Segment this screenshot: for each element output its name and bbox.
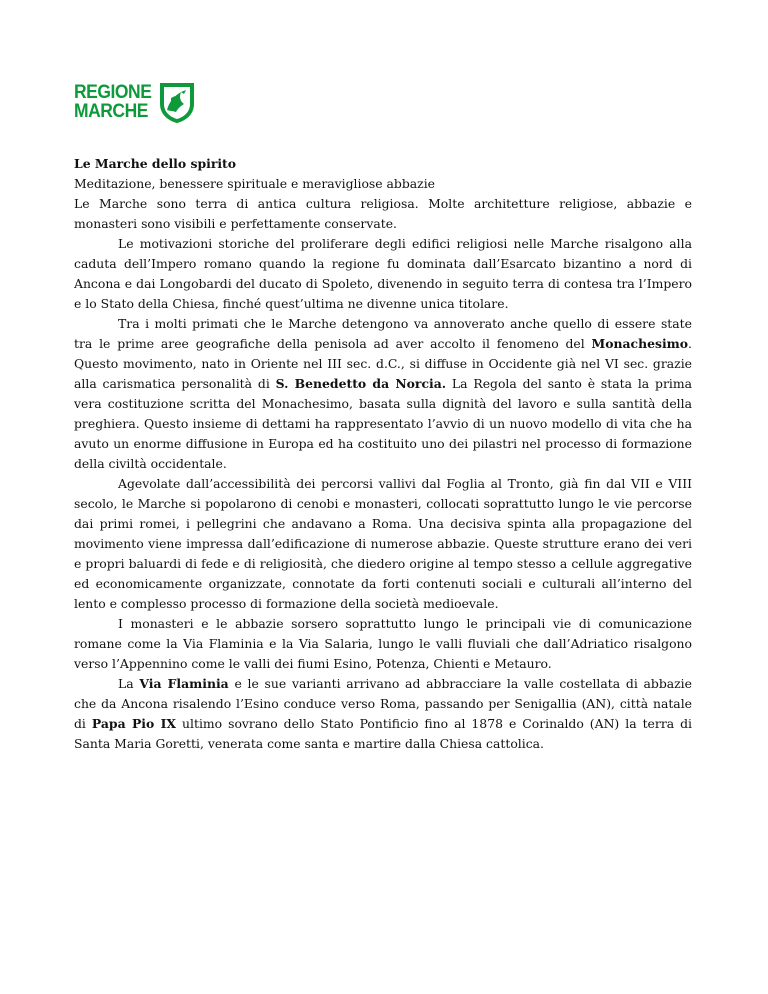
paragraph-6-bold-via-flaminia: Via Flaminia bbox=[139, 676, 229, 691]
paragraph-4: Agevolate dall’accessibilità dei percorsi vallivi dal Foglia al Tronto, già fin dal VII e VIII secolo, le Marche si popolarono di cenobi e monasteri, collocati soprattutto lungo le vie percorse dai primi romei, i pellegrini che andavano a Roma. Una decisiva spinta alla propagazione del movimento viene impressa dall’edificazione di numerose abbazie. Queste strutture erano dei veri e propri baluardi di fede e di religiosità, che diedero origine al tempo stesso a cellule aggregative ed economicamente organizzate, connotate da forti contenuti sociali e culturali all’interno del lento e complesso processo di formazione della società medioevale. bbox=[74, 476, 692, 611]
paragraph-3 bbox=[74, 314, 692, 474]
paragraph-3-bold-monachesimo: Monachesimo bbox=[591, 336, 689, 351]
paragraph-3-text-a: Tra i molti primati che le Marche detengono va annoverato anche quello di essere state tra le prime aree geografiche della penisola ad aver accolto il fenomeno del bbox=[74, 316, 692, 351]
document-subtitle: Meditazione, benessere spirituale e meravigliose abbazie bbox=[74, 176, 435, 191]
paragraph-3-text-d: La Regola del santo è stata la prima vera costituzione scritta del Monachesimo, basata sulla dignità del lavoro e sulla santità della preghiera. Questo insieme di dettami ha rappresentato l’avvio di un nuovo modello di vita che ha avuto un enorme diffusione in Europa ed ha costituito uno dei pilastri nel processo di formazione della civiltà occidentale. bbox=[74, 376, 692, 471]
logo-line-2: MARCHE bbox=[74, 101, 148, 122]
regione-marche-logo bbox=[74, 80, 198, 124]
paragraph-3-text-c: . Questo movimento, nato in Oriente nel III sec. d.C., si diffuse in Occidente già nel VI sec. grazie alla carismatica personalità di bbox=[74, 336, 692, 391]
document-body bbox=[74, 154, 692, 754]
paragraph-6-bold-papa-pio: Papa Pio IX bbox=[91, 716, 177, 731]
document-title: Le Marche dello spirito bbox=[74, 156, 237, 171]
paragraph-2: Le motivazioni storiche del proliferare degli edifici religiosi nelle Marche risalgono alla caduta dell’Impero romano quando la regione fu dominata dall’Esarcato bizantino a nord di Ancona e dai Longobardi del ducato di Spoleto, divenendo in seguito terra di contesa tra l’Impero e lo Stato della Chiesa, finché quest’ultima ne divenne unica titolare. bbox=[74, 236, 692, 311]
paragraph-1: Le Marche sono terra di antica cultura religiosa. Molte architetture religiose, abbazie e monasteri sono visibili e perfettamente conservate. bbox=[74, 196, 692, 231]
paragraph-6-text-d: ultimo sovrano dello Stato Pontificio fino al 1878 e Corinaldo (AN) la terra di Santa Maria Goretti, venerata come santa e martire dalla Chiesa cattolica. bbox=[74, 716, 693, 751]
regional-emblem-icon bbox=[157, 80, 197, 124]
paragraph-6-text-a: La bbox=[118, 676, 140, 691]
paragraph-6-text-c: e le sue varianti arrivano ad abbracciare la valle costellata di abbazie che da Ancona risalendo l’Esino conduce verso Roma, passando per Senigallia (AN), città natale di bbox=[74, 676, 692, 731]
paragraph-5: I monasteri e le abbazie sorsero soprattutto lungo le principali vie di comunicazione romane come la Via Flaminia e la Via Salaria, lungo le valli fluviali che dall’Adriatico risalgono verso l’Appennino come le valli dei fiumi Esino, Potenza, Chienti e Metauro. bbox=[74, 616, 692, 671]
logo-wordmark bbox=[74, 83, 151, 121]
paragraph-6 bbox=[74, 674, 692, 754]
logo-line-1: REGIONE bbox=[74, 82, 152, 103]
paragraph-3-bold-benedetto: S. Benedetto da Norcia. bbox=[275, 376, 447, 391]
